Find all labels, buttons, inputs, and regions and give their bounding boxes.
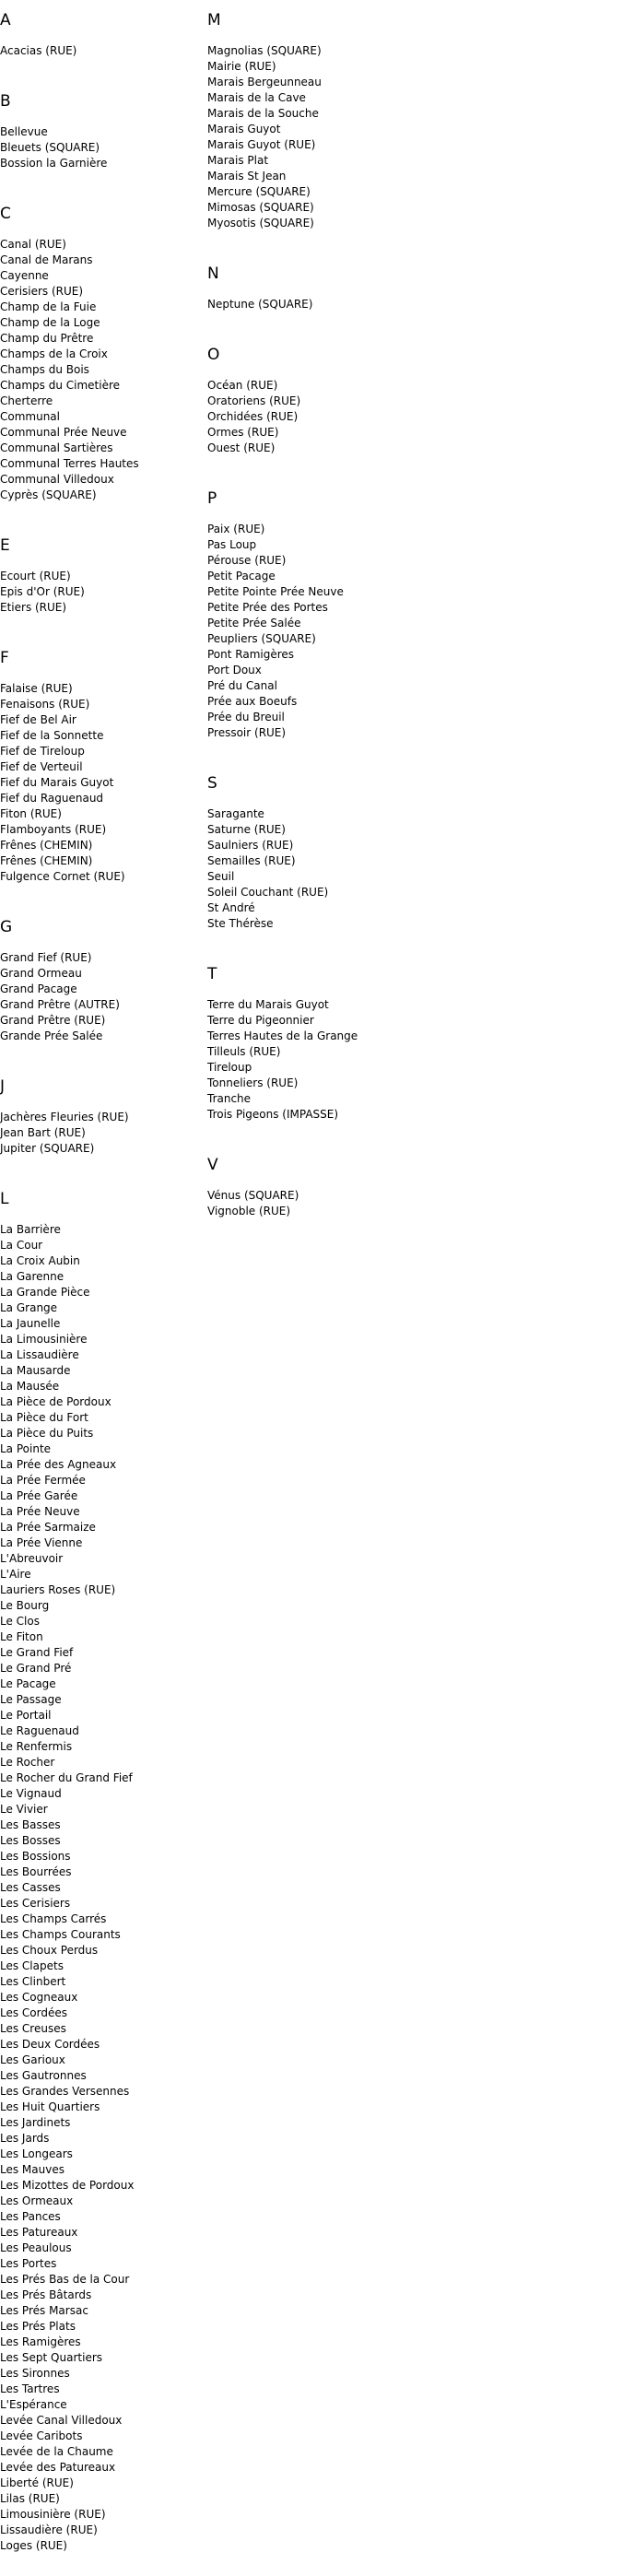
street-name-item: Les Deux Cordées <box>0 2038 100 2051</box>
street-name-item: Saulniers (RUE) <box>207 839 294 852</box>
street-name-item: Lauriers Roses (RUE) <box>0 1583 116 1596</box>
street-name-item: Les Clinbert <box>0 1975 66 1988</box>
street-name-item: Frênes (CHEMIN) <box>0 839 93 852</box>
street-name-item: Jean Bart (RUE) <box>0 1126 86 1139</box>
street-name-item: Les Tartres <box>0 2382 60 2395</box>
street-name-item: Le Vignaud <box>0 1787 62 1800</box>
street-name-item: Pérouse (RUE) <box>207 554 287 567</box>
street-name-item: Mercure (SQUARE) <box>207 185 311 198</box>
street-name-item: Petite Prée Salée <box>207 617 301 629</box>
street-name-item: Fiton (RUE) <box>0 807 62 820</box>
street-name-item: Marais Guyot (RUE) <box>207 138 316 151</box>
street-name-item: La Croix Aubin <box>0 1254 80 1267</box>
street-name-item: Communal Sartières <box>0 441 113 454</box>
street-name-item: La Garenne <box>0 1270 65 1283</box>
street-name-item: Pas Loup <box>207 538 257 551</box>
street-name-item: La Cour <box>0 1239 43 1252</box>
street-name-item: La Prée Fermée <box>0 1474 86 1487</box>
street-name-item: Prée du Breuil <box>207 711 285 723</box>
section-letter-heading: A <box>0 11 11 29</box>
street-name-item: Marais Plat <box>207 154 269 167</box>
street-name-item: Les Mauves <box>0 2163 65 2176</box>
street-name-item: Pont Ramigères <box>207 648 295 661</box>
street-name-item: Les Prés Marsac <box>0 2304 88 2317</box>
street-name-item: Paix (RUE) <box>207 523 265 535</box>
street-name-item: Le Grand Fief <box>0 1646 74 1659</box>
street-name-item: Champs du Bois <box>0 363 89 376</box>
street-name-item: Petite Pointe Prée Neuve <box>207 585 344 598</box>
street-name-item: Jupiter (SQUARE) <box>0 1142 95 1155</box>
street-name-item: St André <box>207 901 255 914</box>
street-name-item: Les Garioux <box>0 2053 65 2066</box>
street-name-item: La Pièce de Pordoux <box>0 1395 111 1408</box>
street-name-item: Le Fiton <box>0 1630 43 1643</box>
street-name-item: Magnolias (SQUARE) <box>207 44 322 57</box>
street-name-item: Levée Caribots <box>0 2429 83 2442</box>
street-name-item: Semailles (RUE) <box>207 854 296 867</box>
street-name-item: Cherterre <box>0 394 53 407</box>
street-name-item: Fenaisons (RUE) <box>0 698 90 711</box>
street-name-item: La Lissaudière <box>0 1348 79 1361</box>
street-name-item: La Pointe <box>0 1442 52 1455</box>
street-name-item: La Limousinière <box>0 1333 88 1346</box>
street-name-item: Les Prés Bas de la Cour <box>0 2273 130 2286</box>
street-name-item: Flamboyants (RUE) <box>0 823 107 836</box>
street-name-item: Les Bossions <box>0 1850 71 1863</box>
section-letter-heading: E <box>0 536 10 555</box>
street-name-item: Ormes (RUE) <box>207 426 279 439</box>
street-name-item: Les Jards <box>0 2132 50 2145</box>
street-name-item: Le Renfermis <box>0 1740 73 1753</box>
section-spacer <box>0 171 184 194</box>
street-name-item: Communal <box>0 410 60 423</box>
street-name-item: Communal Prée Neuve <box>0 426 127 439</box>
street-name-item: Les Peaulous <box>0 2241 72 2254</box>
street-name-item: Communal Terres Hautes <box>0 457 139 470</box>
street-name-item: Terre du Marais Guyot <box>207 998 329 1011</box>
letter-section <box>0 918 184 1066</box>
street-name-item: Ouest (RUE) <box>207 441 276 454</box>
street-name-item: Fief de Tireloup <box>0 745 85 758</box>
street-name-item: Fief de la Sonnette <box>0 729 104 742</box>
letter-section <box>0 1190 184 2576</box>
street-name-item: Fief du Marais Guyot <box>0 776 114 789</box>
street-name-item: Levée de la Chaume <box>0 2445 113 2458</box>
street-index-column-left <box>0 0 184 2576</box>
street-name-item: Les Ormeaux <box>0 2194 74 2207</box>
street-name-item: Oratoriens (RUE) <box>207 394 301 407</box>
section-spacer <box>207 1219 392 1241</box>
street-name-item: Levée Canal Villedoux <box>0 2414 123 2427</box>
street-name-item: Les Champs Courants <box>0 1928 121 1941</box>
street-name-item: Mairie (RUE) <box>207 60 276 73</box>
street-name-item: La Pièce du Puits <box>0 1427 94 1440</box>
street-name-item: La Pièce du Fort <box>0 1411 88 1424</box>
letter-section <box>207 489 392 763</box>
section-spacer <box>0 1157 184 1179</box>
street-name-item: Saturne (RUE) <box>207 823 286 836</box>
street-name-item: Ste Thérèse <box>207 917 274 930</box>
street-name-item: La Mausarde <box>0 1364 71 1377</box>
street-name-item: Fulgence Cornet (RUE) <box>0 870 125 883</box>
letter-section <box>207 1156 392 1241</box>
street-name-item: Tilleuls (RUE) <box>207 1045 281 1058</box>
section-letter-heading: C <box>0 205 11 223</box>
street-name-item: Jachères Fleuries (RUE) <box>0 1111 129 1123</box>
street-name-item: La Barrière <box>0 1223 61 1236</box>
street-name-item: Lilas (RUE) <box>0 2492 60 2505</box>
street-name-item: Bleuets (SQUARE) <box>0 141 100 154</box>
street-name-item: L'Espérance <box>0 2398 67 2411</box>
street-name-item: Les Prés Plats <box>0 2320 76 2333</box>
street-name-item: L'Abreuvoir <box>0 1552 64 1565</box>
street-name-item: Le Portail <box>0 1709 52 1722</box>
street-name-item: Bossion la Garnière <box>0 157 108 170</box>
street-name-item: Cayenne <box>0 269 49 282</box>
street-name-item: Champ de la Loge <box>0 316 100 329</box>
street-name-item: Terres Hautes de la Grange <box>207 1029 358 1042</box>
street-name-item: Champ du Prêtre <box>0 332 94 345</box>
street-name-item: Cyprès (SQUARE) <box>0 488 97 501</box>
street-name-item: La Prée Vienne <box>0 1536 83 1549</box>
street-name-item: Tranche <box>207 1092 252 1105</box>
street-name-item: Marais Guyot <box>207 123 281 135</box>
street-name-item: Le Grand Pré <box>0 1662 72 1675</box>
section-letter-heading: F <box>0 649 9 667</box>
section-letter-heading: G <box>0 918 13 936</box>
street-name-item: Les Prés Bâtards <box>0 2288 92 2301</box>
section-spacer <box>0 616 184 638</box>
street-name-item: Les Cerisiers <box>0 1897 71 1910</box>
street-name-item: Acacias (RUE) <box>0 44 77 57</box>
section-spacer <box>0 2554 184 2576</box>
street-name-item: Les Champs Carrés <box>0 1912 107 1925</box>
street-name-item: Limousinière (RUE) <box>0 2508 106 2521</box>
section-spacer <box>207 312 392 335</box>
street-name-item: Les Huit Quartiers <box>0 2100 100 2113</box>
street-name-item: Peupliers (SQUARE) <box>207 632 316 645</box>
letter-section <box>0 536 184 638</box>
street-name-item: Liberté (RUE) <box>0 2476 74 2489</box>
street-name-item: Tireloup <box>207 1061 252 1074</box>
street-name-item: Marais de la Souche <box>207 107 319 120</box>
section-spacer <box>207 1123 392 1145</box>
section-spacer <box>207 741 392 763</box>
street-name-item: Port Doux <box>207 664 262 676</box>
street-name-item: Champs du Cimetière <box>0 379 121 392</box>
street-name-item: Levée des Patureaux <box>0 2461 116 2474</box>
street-name-item: Les Gautronnes <box>0 2069 87 2082</box>
street-name-item: Les Mizottes de Pordoux <box>0 2179 135 2192</box>
street-name-item: Les Creuses <box>0 2022 66 2035</box>
section-spacer <box>0 503 184 525</box>
letter-section <box>0 1077 184 1179</box>
street-name-item: Myosotis (SQUARE) <box>207 217 314 229</box>
letter-section <box>207 965 392 1145</box>
street-name-item: Le Clos <box>0 1615 40 1628</box>
street-name-item: Marais Bergeunneau <box>207 76 322 88</box>
street-name-item: Terre du Pigeonnier <box>207 1014 314 1027</box>
street-name-item: Cerisiers (RUE) <box>0 285 84 298</box>
letter-section <box>0 649 184 907</box>
street-name-item: Ecourt (RUE) <box>0 570 71 582</box>
street-name-item: Les Casses <box>0 1881 61 1894</box>
street-name-item: Les Jardinets <box>0 2116 71 2129</box>
street-name-item: Fief de Bel Air <box>0 713 76 726</box>
street-name-item: Petite Prée des Portes <box>207 601 328 614</box>
section-letter-heading: T <box>207 965 217 983</box>
street-name-item: Le Rocher <box>0 1756 55 1769</box>
street-name-item: Pressoir (RUE) <box>207 726 287 739</box>
street-name-item: La Prée des Agneaux <box>0 1458 117 1471</box>
street-index-column-right <box>207 0 392 1241</box>
street-name-item: Falaise (RUE) <box>0 682 73 695</box>
letter-section <box>0 92 184 194</box>
street-name-item: Petit Pacage <box>207 570 276 582</box>
street-name-item: Saragante <box>207 807 264 820</box>
section-spacer <box>0 1044 184 1066</box>
street-name-item: Fief du Raguenaud <box>0 792 104 805</box>
street-name-item: Les Cordées <box>0 2006 68 2019</box>
street-name-item: Frênes (CHEMIN) <box>0 854 93 867</box>
letter-section <box>207 265 392 335</box>
street-name-item: L'Aire <box>0 1568 31 1581</box>
street-name-item: Grand Fief (RUE) <box>0 951 92 964</box>
street-name-item: Le Vivier <box>0 1803 48 1816</box>
section-letter-heading: M <box>207 11 221 29</box>
street-name-item: Le Raguenaud <box>0 1724 79 1737</box>
street-name-item: Les Bosses <box>0 1834 61 1847</box>
street-name-item: Les Pances <box>0 2210 61 2223</box>
street-name-item: Orchidées (RUE) <box>207 410 299 423</box>
letter-section <box>0 205 184 525</box>
street-name-item: Les Cogneaux <box>0 1991 78 2004</box>
section-letter-heading: V <box>207 1156 218 1174</box>
street-name-item: La Prée Garée <box>0 1489 78 1502</box>
street-name-item: Grande Prée Salée <box>0 1029 103 1042</box>
street-name-item: Fief de Verteuil <box>0 760 83 773</box>
letter-section <box>207 774 392 954</box>
letter-section <box>0 11 184 81</box>
street-name-item: Communal Villedoux <box>0 473 114 486</box>
street-name-item: Les Grandes Versennes <box>0 2085 130 2098</box>
section-letter-heading: P <box>207 489 217 508</box>
street-name-item: Loges (RUE) <box>0 2539 67 2552</box>
street-name-item: La Grande Pièce <box>0 1286 90 1299</box>
letter-section <box>207 11 392 253</box>
section-spacer <box>0 885 184 907</box>
street-name-item: Le Bourg <box>0 1599 50 1612</box>
street-name-item: Les Bourrées <box>0 1865 72 1878</box>
street-name-item: Trois Pigeons (IMPASSE) <box>207 1108 339 1121</box>
section-spacer <box>207 456 392 478</box>
street-name-item: Les Choux Perdus <box>0 1944 99 1957</box>
street-name-item: Seuil <box>207 870 235 883</box>
street-name-item: Bellevue <box>0 125 48 138</box>
street-name-item: Les Basses <box>0 1818 61 1831</box>
street-name-item: La Prée Neuve <box>0 1505 80 1518</box>
street-name-item: La Grange <box>0 1301 58 1314</box>
section-letter-heading: L <box>0 1190 9 1208</box>
section-letter-heading: O <box>207 346 220 364</box>
street-name-item: Champ de la Fuie <box>0 300 97 313</box>
section-letter-heading: B <box>0 92 11 111</box>
street-name-item: Les Portes <box>0 2257 57 2270</box>
street-name-item: Le Rocher du Grand Fief <box>0 1771 133 1784</box>
street-name-item: Les Patureaux <box>0 2226 78 2239</box>
section-letter-heading: S <box>207 774 217 793</box>
street-name-item: Etiers (RUE) <box>0 601 67 614</box>
street-name-item: La Jaunelle <box>0 1317 61 1330</box>
street-name-item: Les Sironnes <box>0 2367 70 2380</box>
street-name-item: La Prée Sarmaize <box>0 1521 96 1534</box>
letter-section <box>207 346 392 478</box>
section-spacer <box>207 231 392 253</box>
street-name-item: Grand Pacage <box>0 982 77 995</box>
section-letter-heading: J <box>0 1077 6 1096</box>
street-name-item: Champs de la Croix <box>0 347 108 360</box>
street-name-item: La Mausée <box>0 1380 60 1393</box>
street-name-item: Vénus (SQUARE) <box>207 1189 299 1202</box>
street-name-item: Pré du Canal <box>207 679 277 692</box>
street-name-item: Grand Ormeau <box>0 967 82 980</box>
street-name-item: Soleil Couchant (RUE) <box>207 886 329 899</box>
street-name-item: Grand Prêtre (AUTRE) <box>0 998 120 1011</box>
street-name-item: Canal (RUE) <box>0 238 66 251</box>
street-name-item: Grand Prêtre (RUE) <box>0 1014 106 1027</box>
section-spacer <box>0 59 184 81</box>
section-spacer <box>207 932 392 954</box>
street-name-item: Vignoble (RUE) <box>207 1205 291 1217</box>
street-name-item: Océan (RUE) <box>207 379 278 392</box>
street-name-item: Canal de Marans <box>0 253 93 266</box>
street-name-item: Marais de la Cave <box>207 91 306 104</box>
street-name-item: Prée aux Boeufs <box>207 695 298 708</box>
street-name-item: Le Passage <box>0 1693 62 1706</box>
street-name-item: Les Sept Quartiers <box>0 2351 103 2364</box>
street-name-item: Neptune (SQUARE) <box>207 298 313 311</box>
street-name-item: Tonneliers (RUE) <box>207 1076 299 1089</box>
street-name-item: Les Ramigères <box>0 2335 81 2348</box>
street-name-item: Le Pacage <box>0 1677 56 1690</box>
street-name-item: Lissaudière (RUE) <box>0 2523 98 2536</box>
street-name-item: Marais St Jean <box>207 170 287 182</box>
street-name-item: Mimosas (SQUARE) <box>207 201 314 214</box>
street-name-item: Les Clapets <box>0 1959 64 1972</box>
street-name-item: Les Longears <box>0 2147 73 2160</box>
section-letter-heading: N <box>207 265 219 283</box>
street-name-item: Epis d'Or (RUE) <box>0 585 85 598</box>
